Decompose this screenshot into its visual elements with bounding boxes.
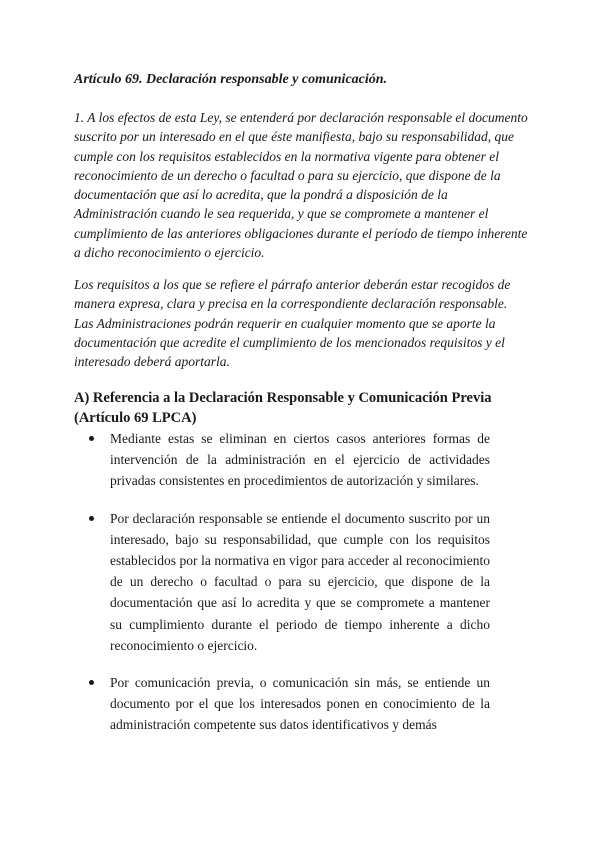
list-item-text: Por comunicación previa, o comunicación sin más, se entiende un documento por el que los interesados ponen en conocimiento de la administración competente sus datos identificativos y demás — [110, 675, 490, 733]
bullet-icon — [89, 436, 94, 441]
bullet-icon — [89, 680, 94, 685]
list-item-text: Por declaración responsable se entiende el documento suscrito por un interesado, bajo su responsabilidad, que cumple con los requisitos establecidos por la normativa en vigor para acceder al reconocimiento de un derecho o facultad o para su ejercicio, que dispone de la documentación que así lo acredita y que se compromete a mantener su cumplimiento durante el periodo de tiempo inherente a dicho reconocimiento o ejercicio. — [110, 510, 490, 653]
article-title: Artículo 69. Declaración responsable y comunicación. — [74, 72, 388, 87]
list-item — [74, 428, 490, 492]
list-item — [74, 508, 490, 656]
list-item-text: Mediante estas se eliminan en ciertos casos anteriores formas de intervención de la administración en el ejercicio de actividades privadas consistentes en procedimientos de autorización y similares. — [110, 431, 490, 489]
list-item — [74, 672, 490, 736]
article-paragraph-2: Los requisitos a los que se refiere el párrafo anterior deberán estar recogidos de manera expresa, clara y precisa en la correspondiente declaración responsable. Las Administraciones podrán requerir en cualquier momento que se aporte la documentación que acredite el cumplimiento de los mencionados requisitos y el interesado deberá aportarla. — [74, 277, 511, 370]
bullet-list — [74, 428, 490, 752]
section-heading: A) Referencia a la Declaración Responsable y Comunicación Previa (Artículo 69 LPCA) — [74, 390, 492, 426]
article-paragraph-1: 1. A los efectos de esta Ley, se entenderá por declaración responsable el documento suscrito por un interesado en el que éste manifiesta, bajo su responsabilidad, que cumple con los requisitos establecidos en la normativa vigente para obtener el reconocimiento de un derecho o facultad o para su ejercicio, que dispone de la documentación que así lo acredita, que la pondrá a disposición de la Administración cuando le sea requerida, y que se compromete a mantener el cumplimiento de las anteriores obligaciones durante el período de tiempo inherente a dicho reconocimiento o ejercicio. — [74, 110, 528, 261]
bullet-icon — [89, 516, 94, 521]
